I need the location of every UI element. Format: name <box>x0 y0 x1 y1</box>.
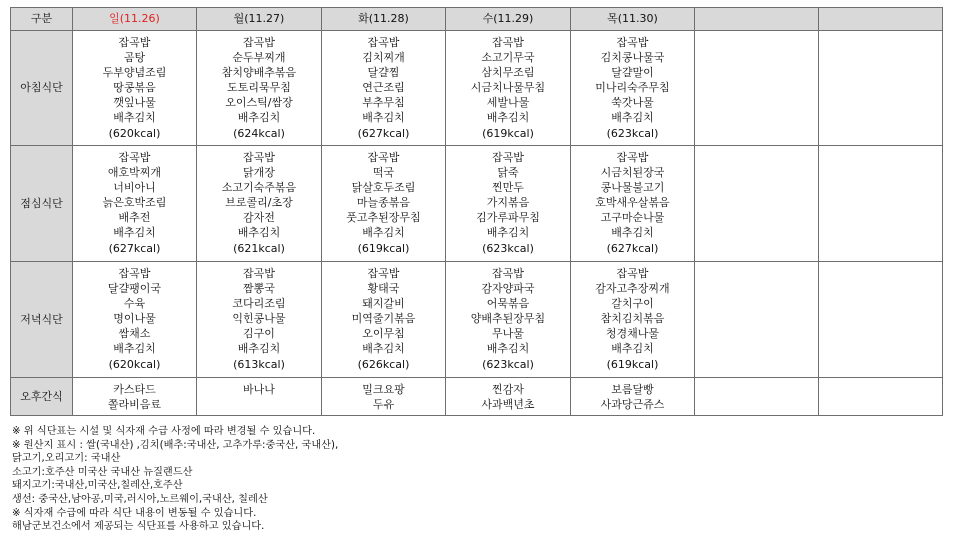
menu-item: 사과당근쥬스 <box>600 398 665 412</box>
menu-cell <box>695 31 819 146</box>
menu-item: 바나나 <box>243 383 275 396</box>
menu-item: 김치콩나물국 <box>600 51 665 65</box>
menu-item: 오이무침 <box>362 327 405 341</box>
header-corner: 구분 <box>11 8 73 31</box>
menu-item: 짬뽕국 <box>243 282 275 296</box>
menu-item: 코다리조림 <box>232 297 286 311</box>
menu-item: 오이스틱/쌈장 <box>225 96 293 110</box>
meal-label: 아침식단 <box>11 31 73 146</box>
menu-item: 돼지갈비 <box>362 297 405 311</box>
menu-item: 배추김치 <box>362 111 405 125</box>
menu-item: 사과백년초 <box>481 398 535 412</box>
menu-item: 늙은호박조림 <box>102 196 167 210</box>
footnote-line: 해남군보건소에서 제공되는 식단표를 사용하고 있습니다. <box>12 521 265 533</box>
menu-cell <box>322 31 446 146</box>
day-header-sunday: 일(11.26) <box>73 8 197 31</box>
menu-item: 쫄라비음료 <box>107 398 162 412</box>
menu-cell <box>571 378 695 416</box>
menu-item: 배추김치 <box>237 111 281 125</box>
meal-plan-table <box>10 7 943 416</box>
footnote-line: ※ 위 식단표는 시설 및 식자재 수급 사정에 따라 변경될 수 있습니다. <box>12 426 316 437</box>
footnote-line: 생선: 중국산,남아공,미국,러시아,노르웨이,국내산, 칠레산 <box>12 493 268 505</box>
menu-cell <box>695 378 819 416</box>
menu-cell <box>571 31 695 146</box>
menu-item: (621kcal) <box>233 241 285 255</box>
menu-item: 삼치무조림 <box>481 66 535 80</box>
menu-item: 배추김치 <box>611 342 654 356</box>
menu-item: 배추김치 <box>113 342 156 356</box>
menu-item: 참치김치볶음 <box>600 312 665 326</box>
meal-label: 저녁식단 <box>11 262 73 378</box>
menu-cell <box>197 31 322 146</box>
menu-item: 잡곡밥 <box>367 151 400 164</box>
footnotes <box>12 425 338 534</box>
menu-item: (619kcal) <box>357 241 410 255</box>
menu-item: 잡곡밥 <box>243 36 275 49</box>
menu-item: 배추김치 <box>611 111 654 125</box>
menu-item: (623kcal) <box>482 357 534 371</box>
menu-item: 잡곡밥 <box>367 267 400 280</box>
meal-label: 점심식단 <box>11 146 73 262</box>
day-header-empty-2 <box>819 8 943 31</box>
menu-item: 배추김치 <box>362 342 405 356</box>
menu-item: 시금치나물무침 <box>470 81 546 95</box>
menu-item: 잡곡밥 <box>492 151 524 164</box>
menu-item: 배추김치 <box>611 226 654 240</box>
menu-item: 깻잎나물 <box>113 96 156 110</box>
menu-item: 가지볶음 <box>486 196 530 210</box>
day-header-empty-1 <box>695 8 819 31</box>
menu-cell <box>819 31 943 146</box>
menu-item: 고구마순나물 <box>600 211 665 225</box>
menu-item: 잡곡밥 <box>243 151 275 164</box>
menu-item: 배추전 <box>118 211 151 225</box>
menu-item: 잡곡밥 <box>492 267 524 280</box>
menu-item: 김치찌개 <box>362 51 405 65</box>
menu-cell <box>322 262 446 378</box>
menu-item: 찐만두 <box>492 181 524 195</box>
menu-item: 배추김치 <box>113 226 156 240</box>
menu-item: 잡곡밥 <box>118 151 151 164</box>
footnote-line: ※ 원산지 표시 : 쌀(국내산) ,김치(배추:국내산, 고추가루:중국산, 국내산), <box>12 439 339 451</box>
footnote-line: 돼지고기:국내산,미국산,칠레산,호주산 <box>12 480 183 492</box>
menu-cell <box>819 146 943 262</box>
menu-cell <box>322 146 446 262</box>
menu-cell <box>446 378 571 416</box>
menu-item: 마늘종볶음 <box>356 196 411 210</box>
menu-item: (627kcal) <box>606 241 659 255</box>
menu-item: 두유 <box>372 398 395 412</box>
menu-cell <box>695 146 819 262</box>
menu-item: 잡곡밥 <box>367 36 400 49</box>
menu-item: 밀크요팡 <box>362 383 405 396</box>
menu-item: 시금치된장국 <box>600 166 665 180</box>
menu-item: 쌈채소 <box>118 327 151 341</box>
menu-item: 순두부찌개 <box>232 51 286 65</box>
menu-item: 너비아니 <box>113 181 156 195</box>
menu-item: (627kcal) <box>108 241 161 255</box>
menu-item: 잡곡밥 <box>118 267 151 280</box>
menu-item: (613kcal) <box>233 357 285 371</box>
meal-label: 오후간식 <box>11 378 73 416</box>
menu-cell <box>446 146 571 262</box>
footnote-line: 소고기:호주산 미국산 국내산 뉴질랜드산 <box>12 466 193 478</box>
menu-item: 두부양념조림 <box>102 66 167 80</box>
menu-cell <box>197 262 322 378</box>
menu-item: (619kcal) <box>482 126 534 140</box>
menu-item: 양배추된장무침 <box>470 312 546 326</box>
menu-item: 청경채나물 <box>605 327 660 341</box>
menu-item: 애호박찌개 <box>107 166 162 180</box>
menu-item: 소고기무국 <box>481 51 535 65</box>
menu-item: 풋고추된장무침 <box>346 211 421 225</box>
menu-item: (627kcal) <box>357 126 410 140</box>
menu-item: 떡국 <box>372 166 395 180</box>
menu-item: 잡곡밥 <box>616 151 649 164</box>
menu-item: 달걀말이 <box>611 66 654 80</box>
menu-item: 땅콩볶음 <box>113 81 156 95</box>
menu-item: 배추김치 <box>113 111 156 125</box>
menu-item: 갈치구이 <box>611 297 654 311</box>
dinner-row <box>11 262 943 378</box>
menu-item: 감자양파국 <box>481 282 535 296</box>
menu-cell <box>73 31 197 146</box>
menu-item: 세발나물 <box>486 96 530 110</box>
menu-item: 무나물 <box>492 327 524 341</box>
menu-item: 잡곡밥 <box>492 36 524 49</box>
menu-item: (623kcal) <box>606 126 659 140</box>
menu-item: (623kcal) <box>482 241 534 255</box>
day-header-wednesday: 수(11.29) <box>446 8 571 31</box>
menu-item: 보름달빵 <box>611 383 654 396</box>
footnote-line: ※ 식자재 수급에 따라 식단 내용이 변동될 수 있습니다. <box>12 507 257 519</box>
snack-row <box>11 378 943 416</box>
menu-item: 김가루파무침 <box>476 211 540 225</box>
menu-cell <box>73 378 197 416</box>
menu-item: 잡곡밥 <box>118 36 151 49</box>
menu-cell <box>819 378 943 416</box>
breakfast-row <box>11 31 943 146</box>
day-header-monday: 월(11.27) <box>197 8 322 31</box>
menu-item: 쑥갓나물 <box>611 96 654 110</box>
menu-cell <box>197 378 322 416</box>
day-header-thursday: 목(11.30) <box>571 8 695 31</box>
menu-cell <box>73 262 197 378</box>
menu-cell <box>819 262 943 378</box>
lunch-row <box>11 146 943 262</box>
menu-item: 잡곡밥 <box>616 36 649 49</box>
menu-item: 참치양배추볶음 <box>221 66 297 80</box>
menu-item: 잡곡밥 <box>243 267 275 280</box>
menu-item: 명이나물 <box>113 312 156 326</box>
menu-item: 곰탕 <box>123 51 146 65</box>
menu-item: 닭개장 <box>243 166 275 180</box>
menu-item: 감자고추장찌개 <box>595 282 670 296</box>
menu-item: 달걀팽이국 <box>107 282 162 296</box>
menu-item: (619kcal) <box>606 357 659 371</box>
menu-item: 배추김치 <box>486 342 530 356</box>
menu-cell <box>73 146 197 262</box>
menu-item: 도토리묵무침 <box>227 81 291 95</box>
menu-item: (620kcal) <box>108 357 161 371</box>
menu-item: 배추김치 <box>237 226 281 240</box>
menu-item: 배추김치 <box>486 226 530 240</box>
menu-item: 어묵볶음 <box>486 297 530 311</box>
menu-item: 닭죽 <box>497 166 519 180</box>
menu-item: 감자전 <box>243 211 275 225</box>
menu-item: 소고기숙주볶음 <box>221 181 297 195</box>
header-row <box>11 8 943 31</box>
menu-item: 브로콜리/초장 <box>225 196 293 210</box>
menu-item: 잡곡밥 <box>616 267 649 280</box>
footnote-line: 닭고기,오리고기: 국내산 <box>12 453 121 465</box>
menu-item: 달걀찜 <box>367 66 400 80</box>
menu-item: 닭살호두조림 <box>351 181 416 195</box>
menu-item: 부추무침 <box>362 96 405 110</box>
menu-item: 연근조림 <box>362 81 405 95</box>
menu-item: (626kcal) <box>357 357 410 371</box>
menu-item: 호박새우살볶음 <box>595 196 670 210</box>
menu-cell <box>446 31 571 146</box>
menu-item: 익힌콩나물 <box>232 312 286 326</box>
menu-item: 황태국 <box>367 282 400 296</box>
menu-cell <box>322 378 446 416</box>
menu-item: 카스타드 <box>113 383 156 396</box>
menu-cell <box>571 146 695 262</box>
menu-item: 배추김치 <box>237 342 281 356</box>
menu-cell <box>446 262 571 378</box>
menu-cell <box>571 262 695 378</box>
menu-item: 미나리숙주무침 <box>595 81 670 95</box>
menu-cell <box>197 146 322 262</box>
menu-item: (624kcal) <box>233 126 285 140</box>
day-header-tuesday: 화(11.28) <box>322 8 446 31</box>
menu-item: 김구이 <box>243 327 275 341</box>
menu-item: 찐감자 <box>492 383 524 396</box>
menu-item: 배추김치 <box>362 226 405 240</box>
menu-item: 배추김치 <box>486 111 530 125</box>
menu-item: 수육 <box>123 297 146 311</box>
menu-item: (620kcal) <box>108 126 161 140</box>
menu-item: 미역줄기볶음 <box>351 312 416 326</box>
menu-cell <box>695 262 819 378</box>
menu-item: 콩나물불고기 <box>600 181 665 195</box>
